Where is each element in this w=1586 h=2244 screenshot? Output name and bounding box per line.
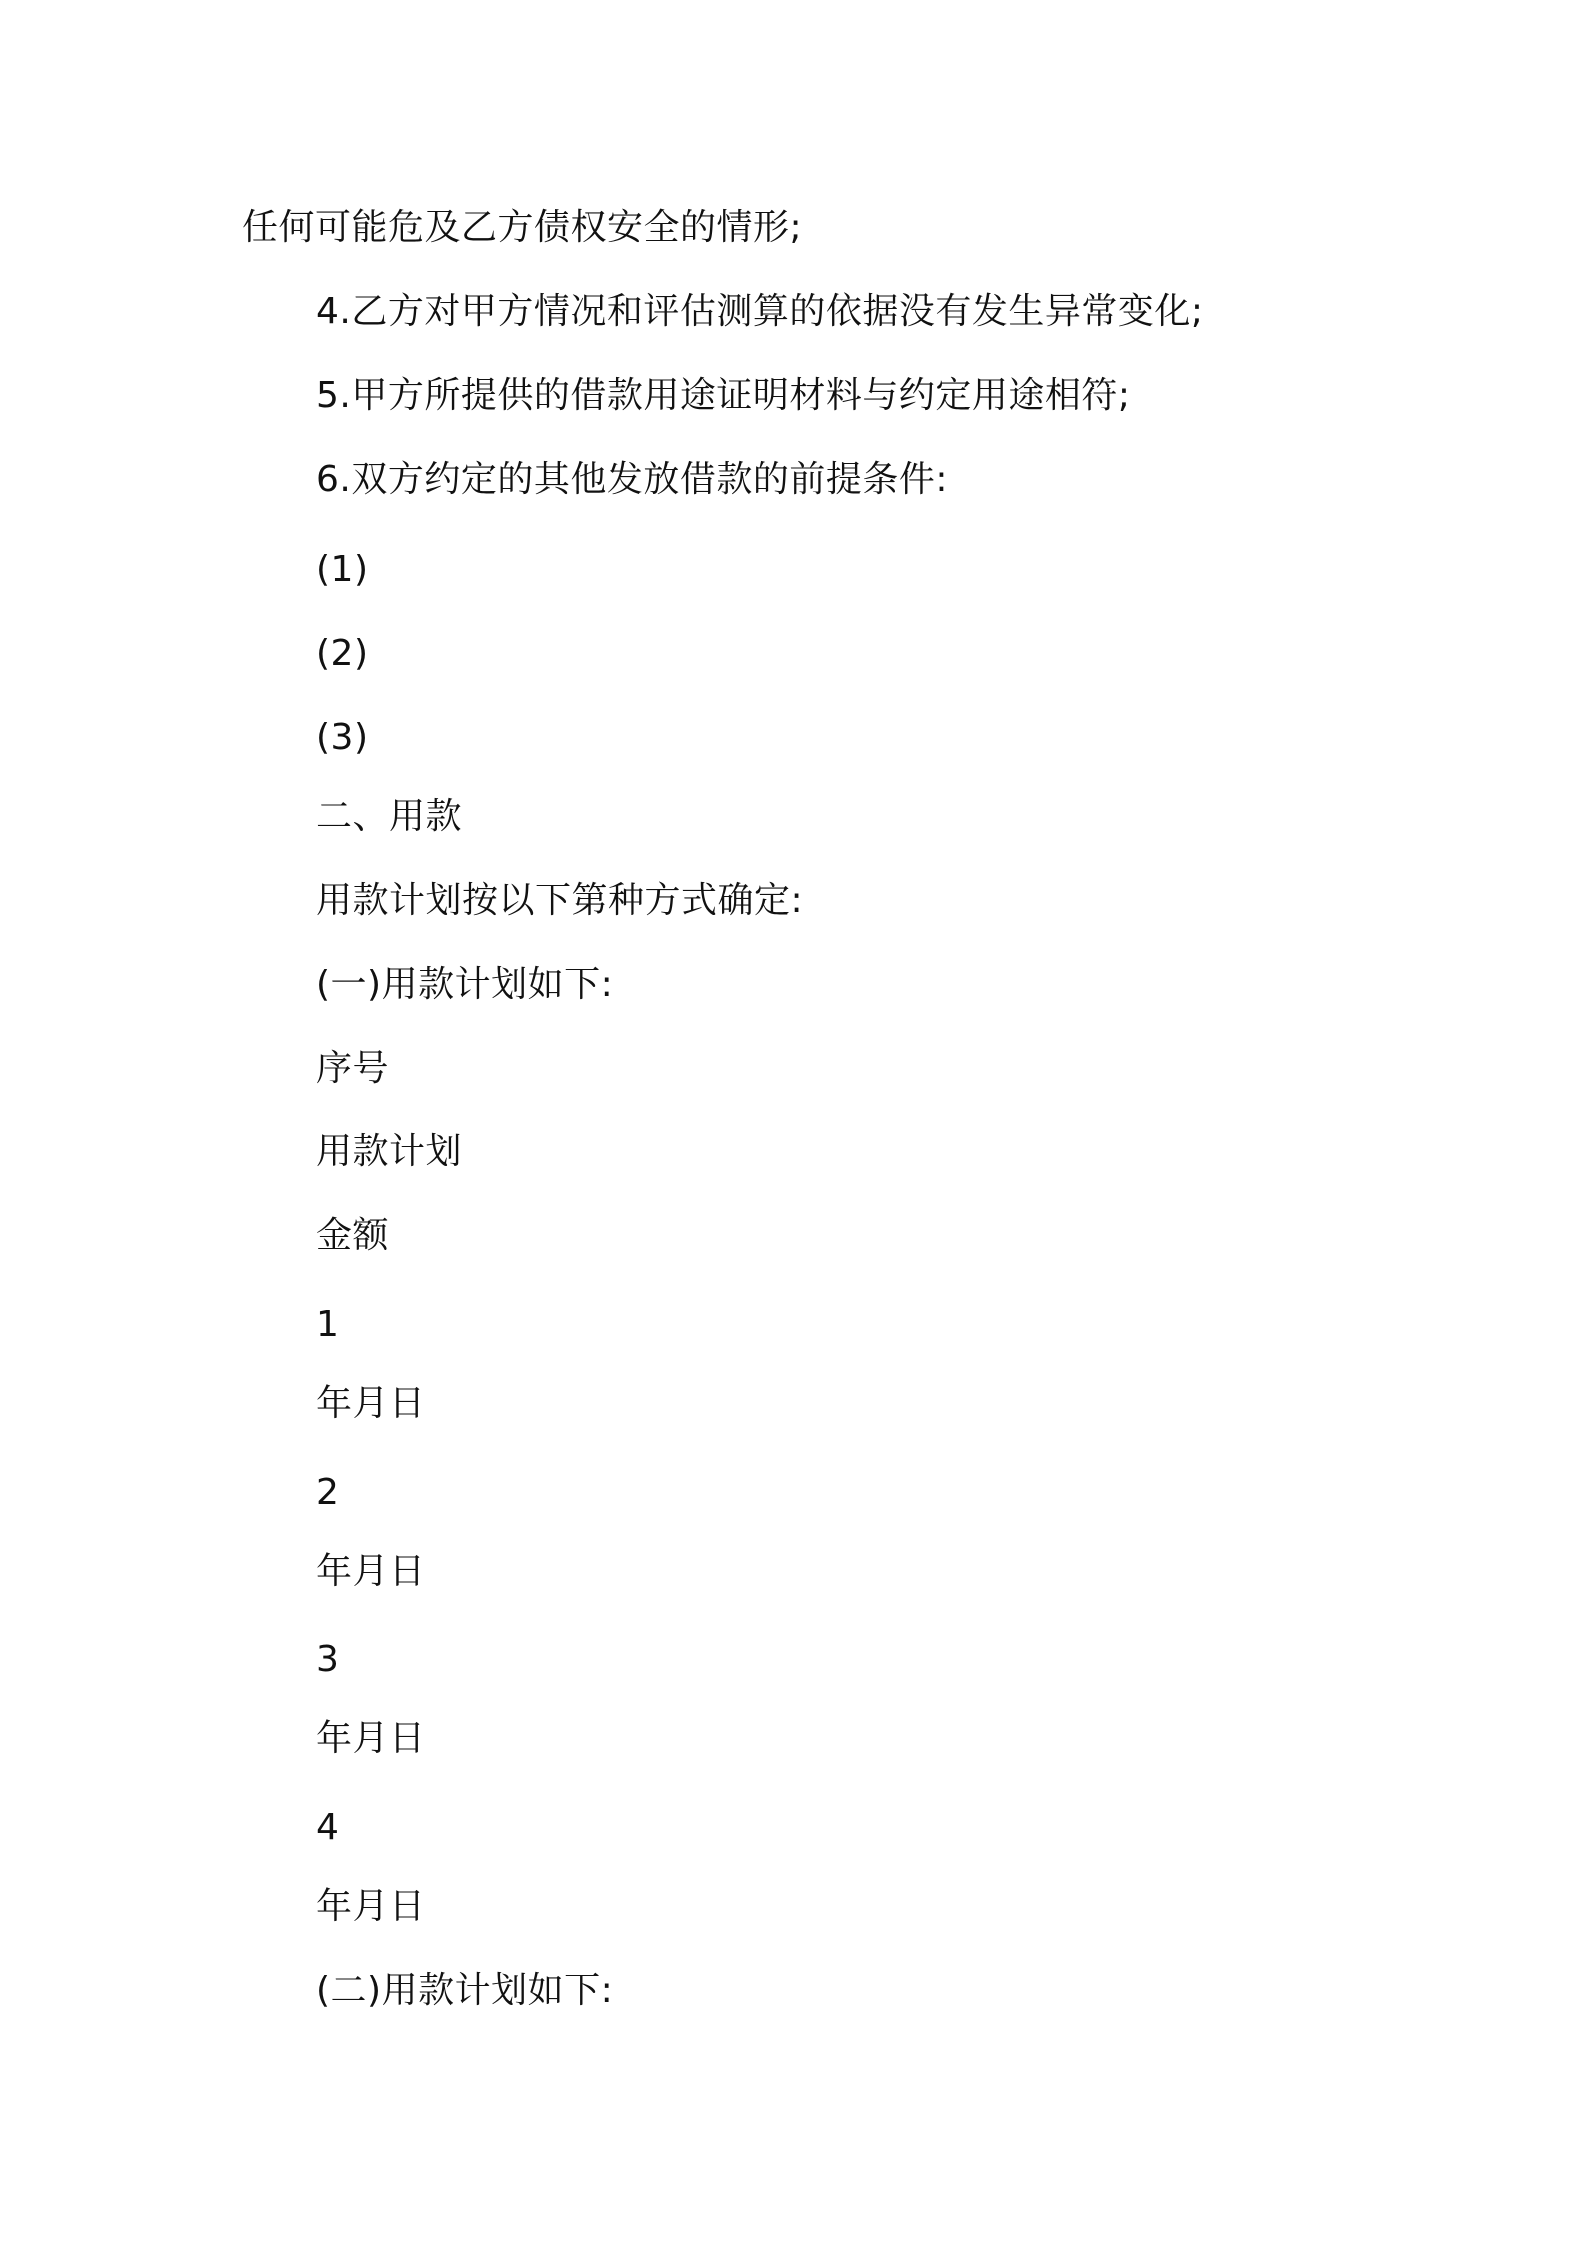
table-row-index-4: 4: [316, 1807, 340, 1848]
table-row-index-3: 3: [316, 1639, 340, 1680]
table-row-date-4: 年月日: [316, 1886, 426, 1927]
text-line-plan-2: (二)用款计划如下:: [316, 1970, 614, 2011]
table-row-date-2: 年月日: [316, 1551, 426, 1592]
table-row-index-2: 2: [316, 1472, 340, 1513]
text-line-sub-2: (2): [316, 633, 369, 674]
text-line-item-5: 5.甲方所提供的借款用途证明材料与约定用途相符;: [316, 375, 1131, 416]
table-header-amount: 金额: [316, 1215, 390, 1256]
table-header-plan: 用款计划: [316, 1131, 463, 1172]
text-line-item-4: 4.乙方对甲方情况和评估测算的依据没有发生异常变化;: [316, 291, 1204, 332]
text-line-sub-1: (1): [316, 549, 369, 590]
table-header-index: 序号: [316, 1048, 390, 1089]
table-row-date-3: 年月日: [316, 1718, 426, 1759]
text-line-continuation: 任何可能危及乙方债权安全的情形;: [242, 207, 803, 248]
section-heading-loan-use: 二、用款: [316, 796, 463, 837]
text-line-sub-3: (3): [316, 717, 369, 758]
text-line-plan-method: 用款计划按以下第种方式确定:: [316, 880, 804, 921]
text-line-item-6: 6.双方约定的其他发放借款的前提条件:: [316, 459, 948, 500]
table-row-index-1: 1: [316, 1304, 340, 1345]
text-line-plan-1: (一)用款计划如下:: [316, 964, 614, 1005]
table-row-date-1: 年月日: [316, 1383, 426, 1424]
